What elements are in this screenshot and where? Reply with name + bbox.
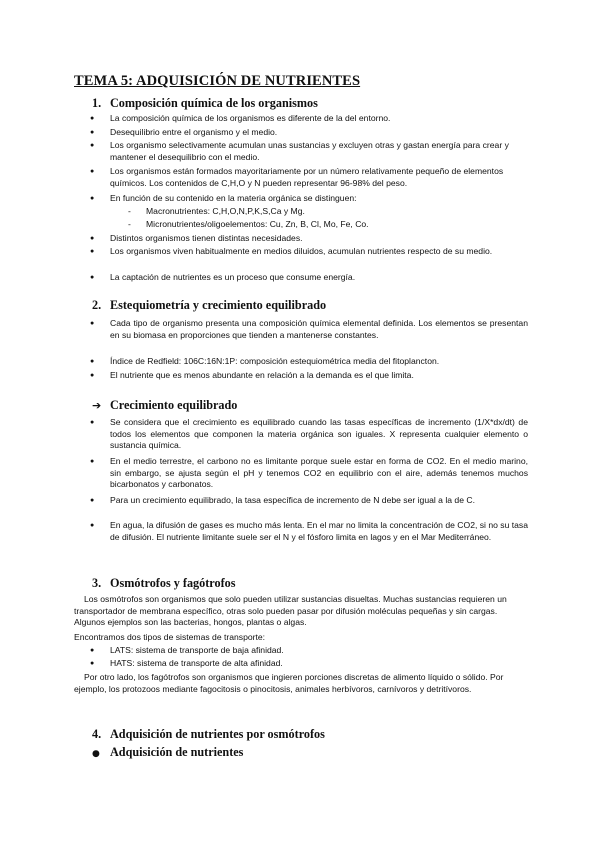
sub-list-item: - Micronutrientes/oligoelementos: Cu, Zn, B, Cl, Mo, Fe, Co. [128, 219, 369, 229]
list-item: ● LATS: sistema de transporte de baja afinidad. [90, 645, 284, 655]
subsection-heading [92, 398, 237, 413]
list-item: ● HATS: sistema de transporte de alta afinidad. [90, 658, 283, 668]
list-item: ● El nutriente que es menos abundante en relación a la demanda es el que limita. [90, 370, 414, 380]
list-item: ● En el medio terrestre, el carbono no es limitante porque suele estar en forma de CO2. En el medio marino, sin embargo, se ajusta según el pH y tenemos CO2 en equilibrio con el aire, además tenemos muchos bicarbonatos y carbonatos. [90, 456, 528, 490]
list-item: ● Los organismo selectivamente acumulan unas sustancias y excluyen otras y gastan energía para crear y mantener el desequilibrio con el medio. [90, 140, 509, 162]
list-item: ● En función de su contenido en la materia orgánica se distinguen: [90, 193, 357, 203]
section-1-heading [92, 96, 318, 111]
list-item: ● Los organismos viven habitualmente en medios diluidos, acumulan nutrientes respecto de su medio. [90, 246, 493, 256]
section-1-title: Composición química de los organismos [110, 96, 318, 110]
section-4-number: 4. [92, 727, 102, 741]
sub-list-item: - Macronutrientes: C,H,O,N,P,K,S,Ca y Mg. [128, 206, 305, 216]
paragraph: Los osmótrofos son organismos que solo pueden utilizar sustancias disueltas. Muchas sustancias requieren un transportador de membrana específico, otras solo pueden pasar por difusión moléculas pequeñas y sin cargas. Algunos ejemplos son las bacterias, hongos, plantas o algas. [74, 594, 507, 628]
list-item: ● La composición química de los organismos es diferente de la del entorno. [90, 113, 391, 123]
bullet-heading [92, 745, 243, 760]
section-4-heading [92, 727, 325, 742]
arrow-icon: ➔ [92, 399, 102, 412]
list-item: ● Se considera que el crecimiento es equilibrado cuando las tasas específicas de incremento (1/X*dx/dt) de todos los elementos que componen la materia orgánica son iguales. X representa cualquier elemento o sustancia química. [90, 417, 528, 451]
list-item: ● Desequilibrio entre el organismo y el medio. [90, 127, 278, 137]
section-2-heading [92, 298, 326, 313]
list-item: ● Índice de Redfield: 106C:16N:1P: composición estequiométrica media del fitoplancton. [90, 356, 440, 366]
document-title: TEMA 5: ADQUISICIÓN DE NUTRIENTES [74, 73, 361, 89]
section-2-title: Estequiometría y crecimiento equilibrado [110, 298, 327, 312]
section-3-number: 3. [92, 576, 102, 590]
bullet-icon: ● [92, 749, 100, 759]
section-2-number: 2. [92, 298, 102, 312]
list-item: ● En agua, la difusión de gases es mucho más lenta. En el mar no limita la concentración de CO2, si no su tasa de difusión. El nutriente limitante suele ser el N y el fósforo limita en lagos y en el Mar Mediterráneo. [90, 520, 528, 542]
section-3-title: Osmótrofos y fagótrofos [110, 576, 236, 590]
subsection-title: Crecimiento equilibrado [110, 398, 238, 412]
list-item: ● Los organismos están formados mayoritariamente por un número relativamente pequeño de elementos químicos. Los contenidos de C,H,O y N pueden representar 96-98% del peso. [90, 166, 504, 188]
bullet-heading-title: Adquisición de nutrientes [110, 745, 244, 759]
paragraph: Encontramos dos tipos de sistemas de transporte: [74, 632, 266, 642]
list-item: ● Distintos organismos tienen distintas necesidades. [90, 233, 303, 243]
section-1-number: 1. [92, 96, 102, 110]
section-3-heading [92, 576, 235, 591]
paragraph: Por otro lado, los fagótrofos son organismos que ingieren porciones discretas de alimento líquido o sólido. Por ejemplo, los protozoos mediante fagocitosis o pinocitosis, animales herbívoros, carnívoros y detritívoros. [74, 672, 504, 694]
section-4-title: Adquisición de nutrientes por osmótrofos [110, 727, 325, 741]
list-item: ● La captación de nutrientes es un proceso que consume energía. [90, 272, 356, 282]
list-item: ● Cada tipo de organismo presenta una composición química elemental definida. Los elementos se presentan en su biomasa en proporciones que tienden a mantenerse constantes. [90, 318, 528, 340]
list-item: ● Para un crecimiento equilibrado, la tasa específica de incremento de N debe ser igual a la de C. [90, 495, 475, 505]
